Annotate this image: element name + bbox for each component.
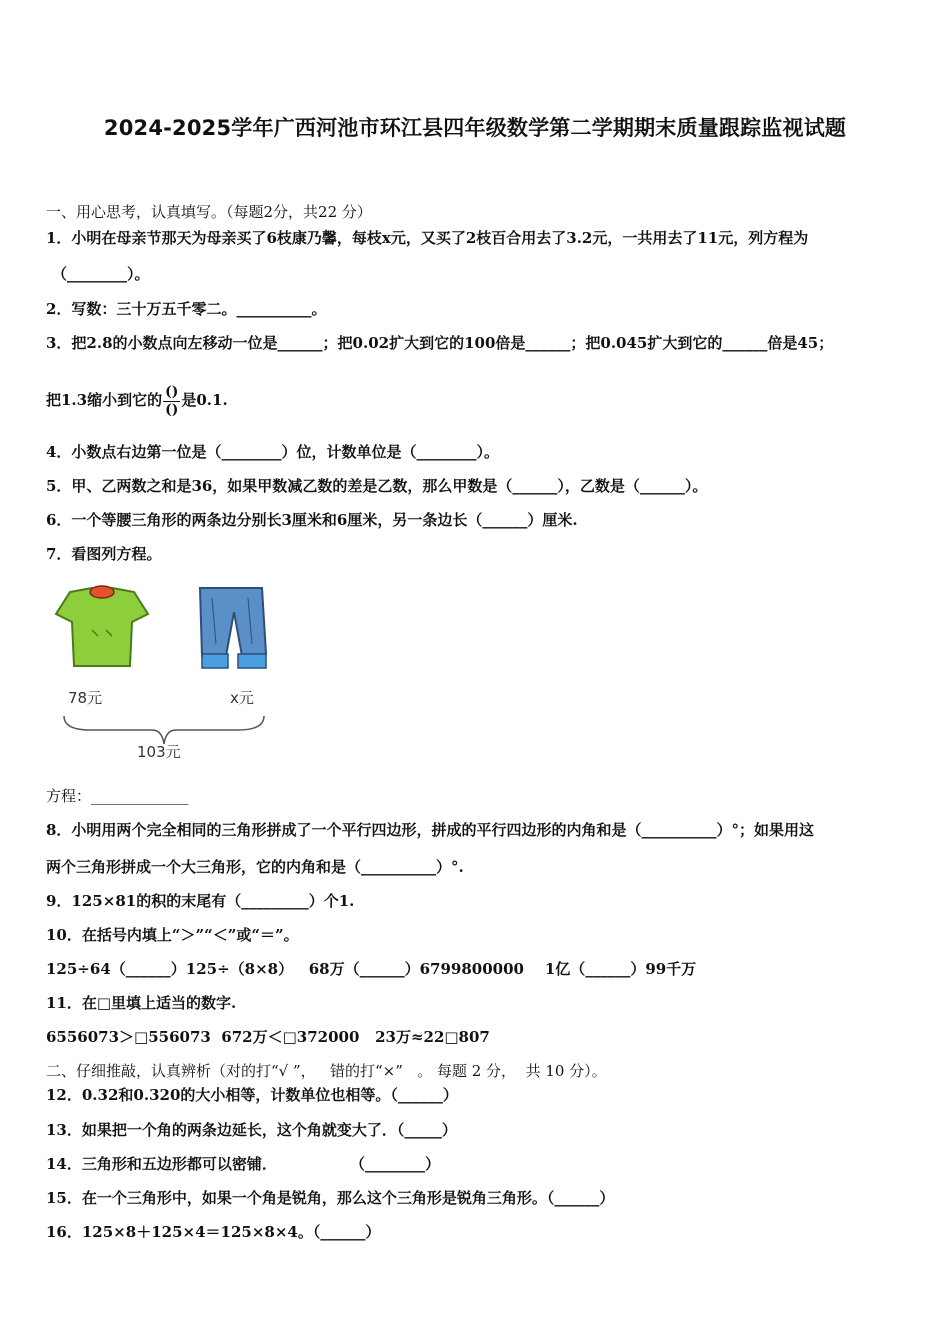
fraction-numerator: () [165, 383, 179, 400]
question-15: 15．在一个三角形中，如果一个角是锐角，那么这个三角形是锐角三角形。（______） [46, 1189, 615, 1207]
fraction-denominator: () [165, 401, 179, 418]
fraction-blank [163, 384, 180, 419]
question-14: 14．三角形和五边形都可以密铺． （________） [46, 1155, 440, 1173]
jeans-illustration [192, 584, 272, 674]
question-1-line-1: 1．小明在母亲节那天为母亲买了6枝康乃馨，每枝x元，又买了2枝百合用去了3.2元，一共用去了11元，列方程为 [46, 229, 809, 247]
question-9: 9．125×81的积的末尾有（_________）个1. [46, 892, 355, 910]
q3-text-pre: 把1.3缩小到它的 [46, 391, 163, 409]
question-13: 13．如果把一个角的两条边延长，这个角就变大了．（_____） [46, 1121, 457, 1139]
total-price-label: 103元 [137, 743, 181, 761]
question-10: 10．在括号内填上“＞”“＜”或“＝”。 [46, 926, 299, 944]
section-1-heading: 一、用心思考，认真填写。（每题2分，共22 分） [46, 203, 372, 221]
page-title: 2024-2025学年广西河池市环江县四年级数学第二学期期末质量跟踪监视试题 [103, 116, 847, 140]
question-8-line-1: 8．小明用两个完全相同的三角形拼成了一个平行四边形，拼成的平行四边形的内角和是（__________）°；如果用这 [46, 821, 814, 839]
green-shirt-illustration [52, 584, 152, 674]
question-10-items: 125÷64（______）125÷（8×8） 68万（______）6799800000 1亿（______）99千万 [46, 960, 697, 978]
section-2-heading: 二、仔细推敲，认真辨析（对的打“√ ”， 错的打“×” 。 每题 2 分， 共 10 分）。 [46, 1062, 607, 1080]
shirt-price-label: 78元 [68, 689, 103, 707]
q3-text-post: 是0.1. [181, 391, 228, 409]
question-7: 7．看图列方程。 [46, 545, 162, 563]
question-3-line-2 [46, 380, 228, 420]
question-7-equation: 方程：_____________ [46, 787, 189, 805]
question-16: 16．125×8＋125×4＝125×8×4。（______） [46, 1223, 381, 1241]
question-11-items: 6556073＞□556073 672万＜□372000 23万≈22□807 [46, 1028, 490, 1046]
question-3-line-1: 3．把2.8的小数点向左移动一位是______；把0.02扩大到它的100倍是______；把0.045扩大到它的______倍是45； [46, 334, 834, 352]
question-1-line-2: （________）。 [52, 265, 150, 283]
question-4: 4．小数点右边第一位是（________）位，计数单位是（________）。 [46, 443, 499, 461]
question-8-line-2: 两个三角形拼成一个大三角形，它的内角和是（__________）°. [46, 858, 464, 876]
question-11: 11．在□里填上适当的数字. [46, 994, 237, 1012]
question-12: 12．0.32和0.320的大小相等，计数单位也相等。（______） [46, 1086, 458, 1104]
pants-price-label: x元 [230, 689, 254, 707]
question-2: 2．写数：三十万五千零二。__________。 [46, 300, 327, 318]
question-5: 5．甲、乙两数之和是36，如果甲数减乙数的差是乙数，那么甲数是（______），乙数是（______）。 [46, 477, 708, 495]
question-6: 6．一个等腰三角形的两条边分别长3厘米和6厘米，另一条边长（______）厘米. [46, 511, 578, 529]
